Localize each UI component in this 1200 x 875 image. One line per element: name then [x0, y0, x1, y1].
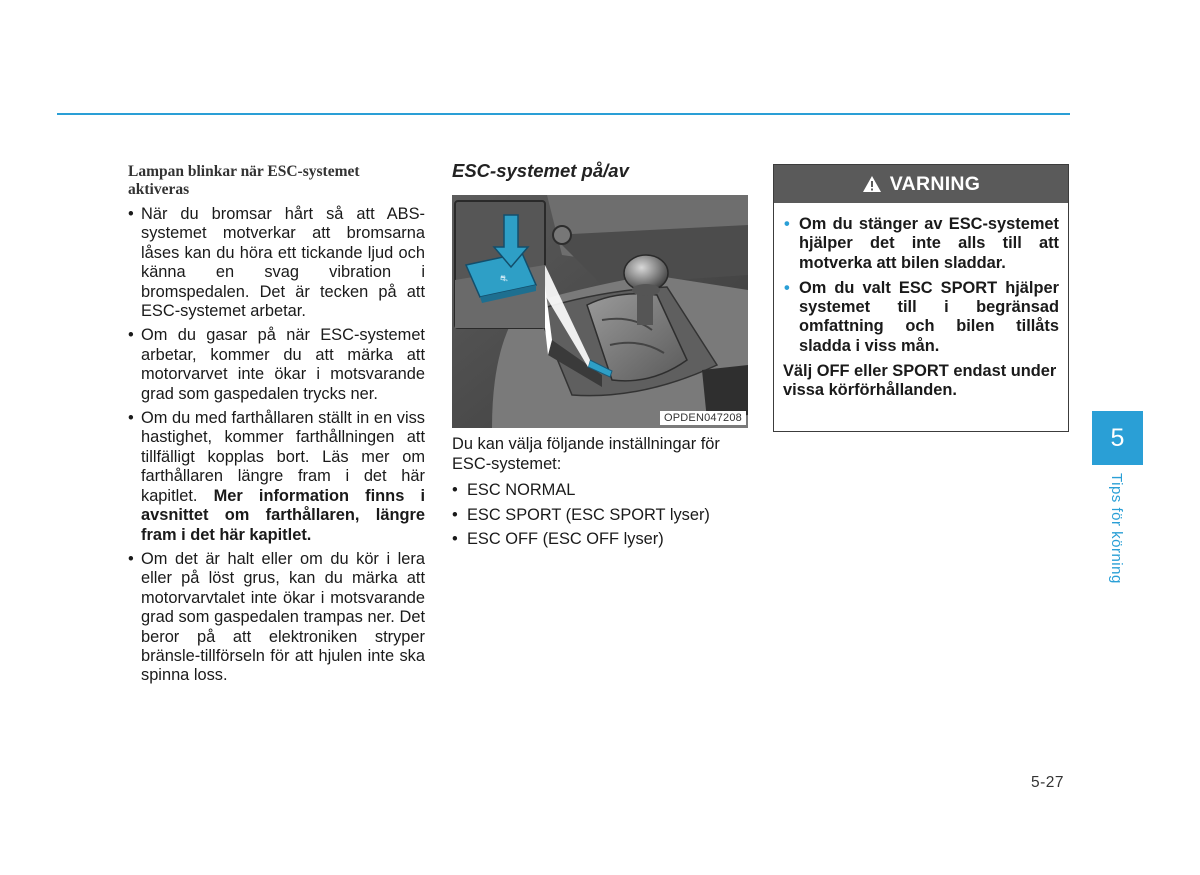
heading-line-1: Lampan blinkar när ESC-systemet	[128, 163, 360, 180]
intro-text: Du kan välja följande inställningar för ESC-systemet:	[452, 435, 720, 473]
list-item-text: Om du med farthållaren ställt in en viss hastighet, kommer farthållningen att tillfälligt kopplas bort. Läs mer om farthållaren längre fram i det här kapitlet.	[141, 409, 425, 505]
esc-icon: ⛐	[500, 274, 508, 284]
list-item: • ESC NORMAL	[452, 478, 750, 503]
image-caption: OPDEN047208	[660, 411, 746, 425]
page-number: 5-27	[1031, 774, 1065, 791]
gear-shifter-illustration	[452, 195, 748, 428]
warning-box	[773, 164, 1069, 432]
list-item-text: Om du gasar på när ESC-systemet arbetar, kommer du att märka att motorvarvet inte ökar i motsvarande grad som gaspedalen trycks ner.	[141, 326, 425, 403]
list-item	[128, 205, 425, 321]
list-item: • ESC SPORT (ESC SPORT lyser)	[452, 503, 750, 528]
list-item	[128, 326, 425, 404]
list-item-text: När du bromsar hårt så att ABS-systemet motverkar att bromsarna låses kan du höra ett tickande ljud och känna en svag vibration i bromspedalen. Det är tecken på att ESC-systemet arbetar.	[141, 205, 425, 321]
section-heading-esc-on-off: ESC-systemet på/av	[452, 160, 629, 181]
top-rule	[57, 113, 1070, 115]
list-item: • ESC OFF (ESC OFF lyser)	[452, 527, 750, 552]
warning-list	[783, 215, 1059, 356]
warning-body	[774, 203, 1068, 401]
heading-line-2: aktiveras	[128, 181, 190, 198]
list-item: • Om du stänger av ESC-systemet hjälper det inte alls till att motverka att bilen sladdar.	[783, 215, 1059, 273]
chapter-label: Tips för körning	[1108, 473, 1125, 584]
esc-options-list	[452, 478, 750, 552]
warning-title: VARNING	[889, 172, 981, 195]
column-esc-blinking	[128, 163, 425, 691]
warning-header	[774, 165, 1068, 203]
warning-triangle-icon	[862, 175, 882, 193]
warning-footer: Välj OFF eller SPORT endast under vissa körförhållanden.	[783, 362, 1057, 400]
cruise-control-reference: Mer information finns i avsnittet om farthållaren, längre fram i det här kapitlet.	[141, 486, 425, 544]
list-item: • Om du valt ESC SPORT hjälper systemet till i begränsad omfattning och bilen tillåts sladda i viss mån.	[783, 279, 1059, 356]
column-esc-on-off	[452, 160, 750, 548]
blink-bullet-list	[128, 205, 425, 686]
chapter-tab: 5	[1092, 411, 1143, 465]
console-photo	[452, 195, 748, 428]
list-item	[128, 550, 425, 686]
section-heading	[128, 163, 425, 199]
list-item-text: Om det är halt eller om du kör i lera eller på löst grus, kan du märka att motorvarvtalet inte ökar i motsvarande grad som gaspedalen trampas ner. Det beror på att elektroniken stryper bränsle-tillförseln för att hjulen inte ska spinna loss.	[141, 549, 425, 685]
list-item	[128, 409, 425, 545]
